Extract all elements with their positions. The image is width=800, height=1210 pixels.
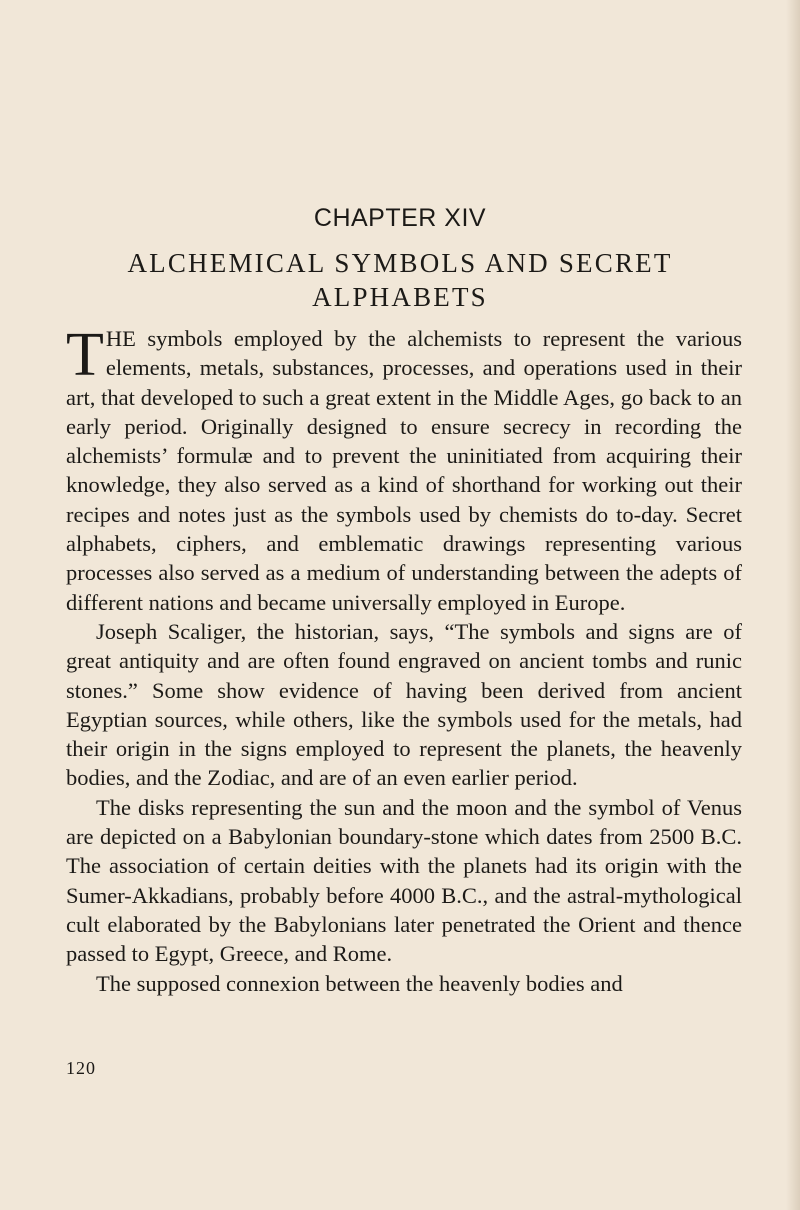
chapter-title: [0, 246, 800, 314]
drop-cap: T: [66, 321, 104, 389]
paragraph-4: The supposed connexion between the heavenly bodies and: [96, 970, 623, 996]
paragraph-1-text: HE symbols employed by the alchemists to represent the various elements, metals, substances, processes, and operations used in their art, that developed to such a great extent in the Middle Ages, go back to an early period. Originally designed to ensure secrecy in recording the alchemists’ formulæ and to prevent the uninitiated from acquiring their knowledge, they also served as a kind of shorthand for working out their recipes and notes just as the symbols used by chemists do to-day. Secret alphabets, ciphers, and emblematic drawings representing various processes also served as a medium of understanding between the adepts of different nations and became universally employed in Europe.: [66, 326, 742, 615]
paragraph-2: Joseph Scaliger, the historian, says, “The symbols and signs are of great antiquity and are often found engraved on ancient tombs and runic stones.” Some show evidence of having been derived from ancient Egyptian sources, while others, like the symbols used for the metals, had their origin in the signs employed to represent the planets, the heavenly bodies, and the Zodiac, and are of an even earlier period.: [66, 618, 742, 791]
paragraph-1: [66, 321, 742, 617]
body-text: [66, 321, 742, 998]
chapter-title-line-1: ALCHEMICAL SYMBOLS AND SECRET: [127, 248, 673, 278]
chapter-label: CHAPTER XIV: [313, 204, 487, 232]
chapter-title-line-2: ALPHABETS: [312, 282, 488, 312]
paragraph-3: The disks representing the sun and the moon and the symbol of Venus are depicted on a Babylonian boundary-stone which dates from 2500 B.C. The association of certain deities with the planets had its origin with the Sumer-Akkadians, probably before 4000 B.C., and the astral-mythological cult elaborated by the Babylonians later penetrated the Orient and thence passed to Egypt, Greece, and Rome.: [66, 794, 742, 967]
page-number: 120: [66, 1058, 96, 1078]
page-edge-shadow: [786, 0, 800, 1210]
